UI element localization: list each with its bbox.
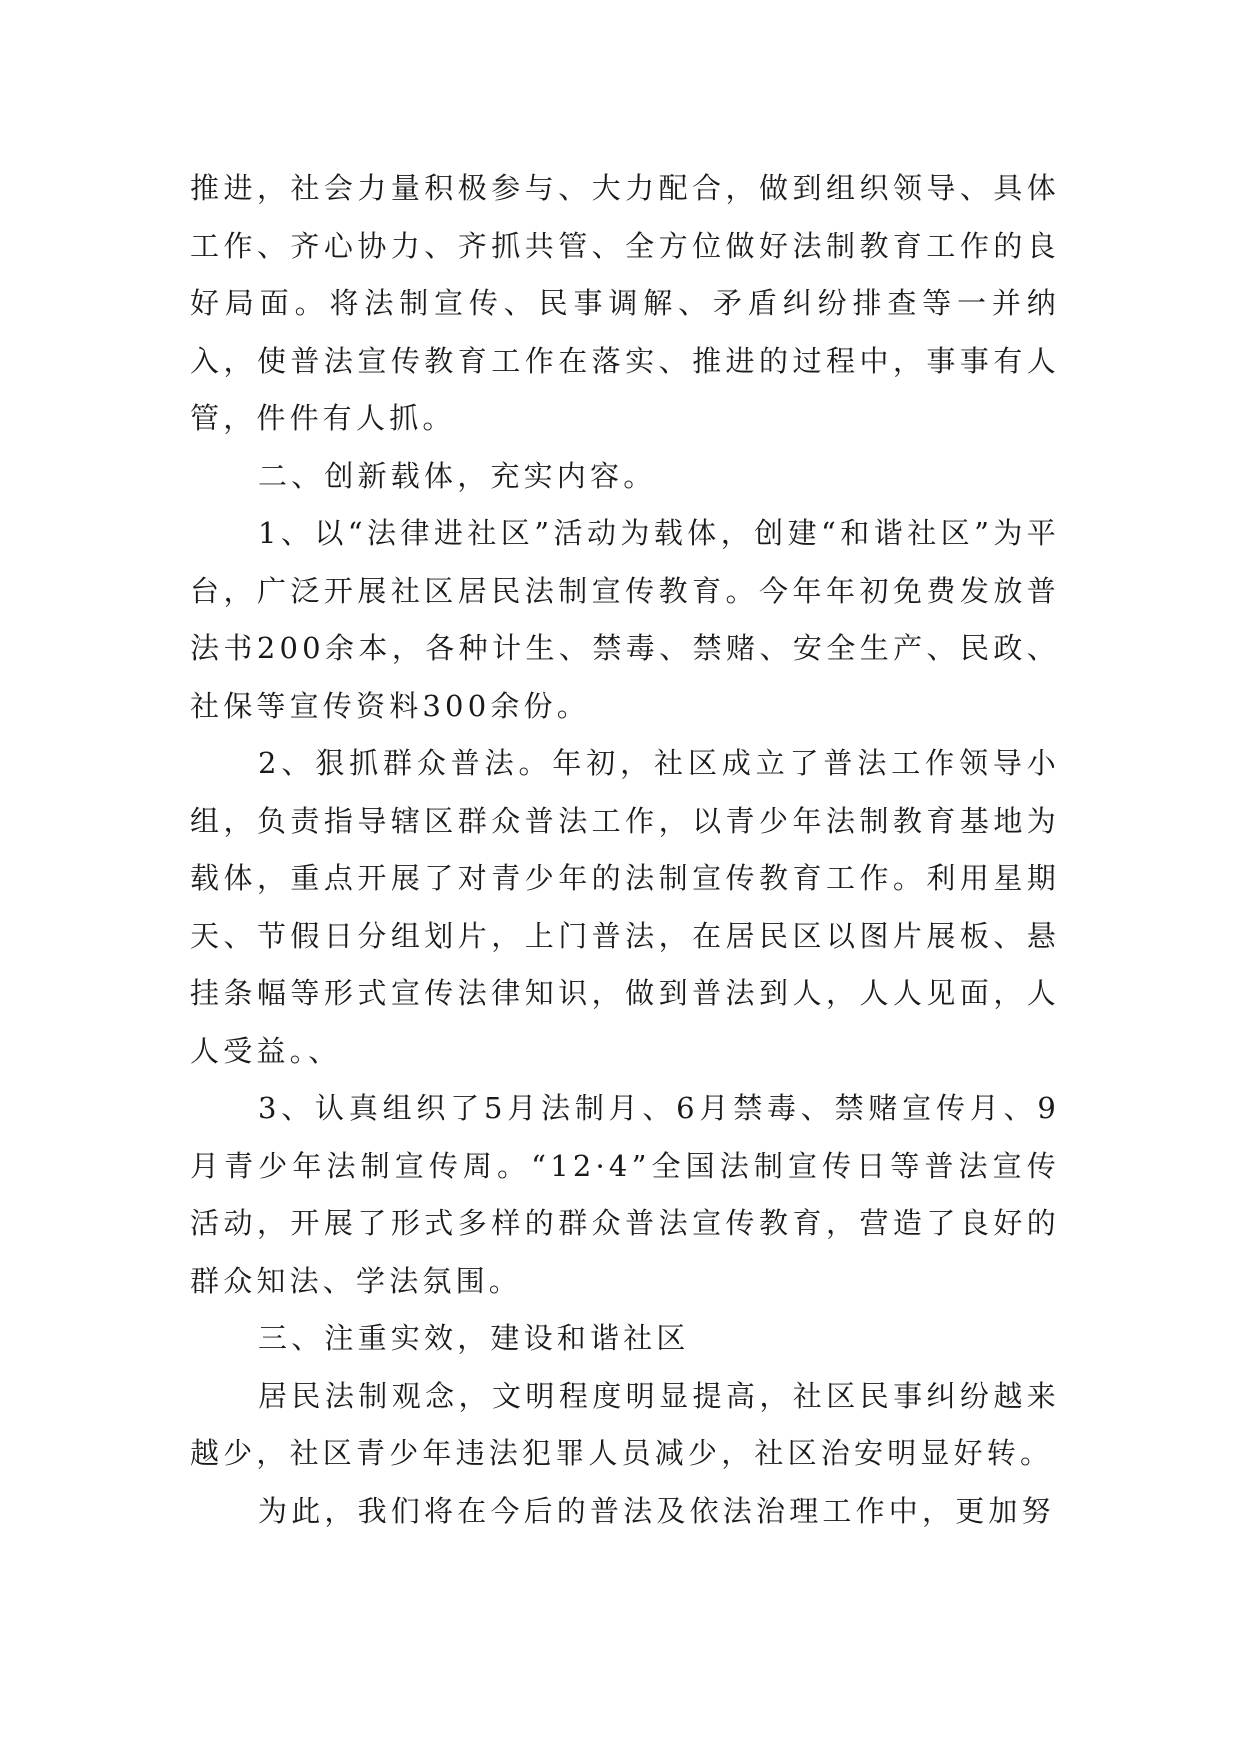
paragraph-continuation: 推进，社会力量积极参与、大力配合，做到组织领导、具体工作、齐心协力、齐抓共管、全方位做好法制教育工作的良好局面。将法制宣传、民事调解、矛盾纠纷排查等一并纳入，使普法宣传教育工作在落实、推进的过程中，事事有人管，件件有人抓。 <box>190 171 1060 435</box>
paragraph-item-2: 2、狠抓群众普法。年初，社区成立了普法工作领导小组，负责指导辖区群众普法工作，以青少年法制教育基地为载体，重点开展了对青少年的法制宣传教育工作。利用星期天、节假日分组划片，上门普法，在居民区以图片展板、悬挂条幅等形式宣传法律知识，做到普法到人，人人见面，人人受益。、 <box>190 746 1060 1068</box>
paragraph-item-1: 1、以“法律进社区”活动为载体，创建“和谐社区”为平台，广泛开展社区居民法制宣传教育。今年年初免费发放普法书200余本，各种计生、禁毒、禁赌、安全生产、民政、社保等宣传资料300余份。 <box>190 516 1060 723</box>
paragraph-item-3: 3、认真组织了5月法制月、6月禁毒、禁赌宣传月、9月青少年法制宣传周。“12·4”全国法制宣传日等普法宣传活动，开展了形式多样的群众普法宣传教育，营造了良好的群众知法、学法氛围。 <box>190 1091 1060 1298</box>
section-heading-2: 二、创新载体，充实内容。 <box>258 458 657 493</box>
paragraph-results: 居民法制观念，文明程度明显提高，社区民事纠纷越来越少，社区青少年违法犯罪人员减少，社区治安明显好转。 <box>190 1378 1060 1470</box>
paragraph-closing: 为此，我们将在今后的普法及依法治理工作中，更加努 <box>258 1493 1055 1528</box>
document-body <box>190 160 1060 1540</box>
section-heading-3: 三、注重实效，建设和谐社区 <box>258 1321 690 1355</box>
